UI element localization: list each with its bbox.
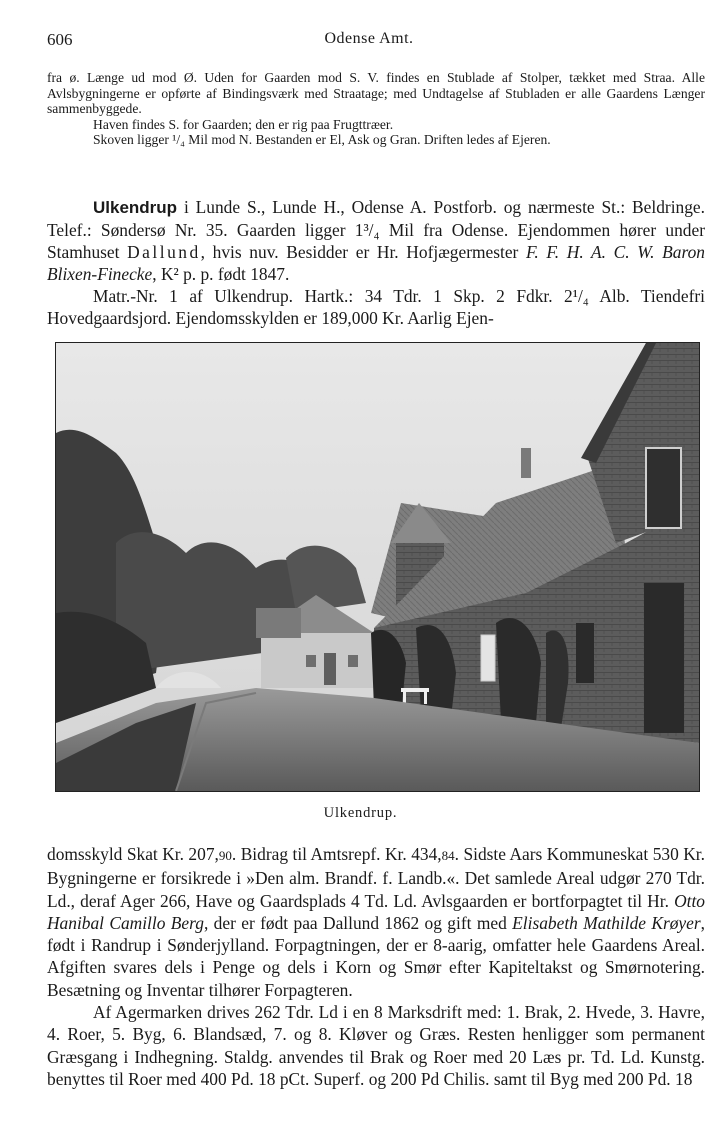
entry-text-b: , hvis nuv. Besidder er Hr. Hofjægermester: [200, 242, 527, 262]
cont-text-b: . Bidrag til Amtsrepf. Kr. 434,: [231, 844, 442, 864]
estate-photograph: [55, 342, 700, 792]
wife-name: Elisabeth Mathilde Krøyer: [512, 912, 701, 933]
photo-illustration: [56, 343, 699, 791]
continuation-paragraph-1: [47, 843, 705, 1001]
cont-text-e: , født i Randrup i Sønderjylland. Forpagtningen, der er 8-aarig, omfatter hele Gaardens Areal. Afgiften svares dels i Penge og dels i Korn og Smør efter Kapiteltakst og Smørnotering. Besætning og Inventar tilhører Forpagteren.: [47, 912, 705, 1000]
entry-text-a: i Lunde S., Lunde H., Odense A. Postforb. og nærmeste St.: Beldringe. Telef.: Søndersø Nr. 35. Gaarden ligger 1³/₄ Mil fra Odense. Ejendommen hører under Stamhuset: [47, 197, 705, 262]
owner-name: F. F. H. A. C. W. Baron Blixen-Finecke: [47, 242, 705, 284]
entry-paragraph-2: Matr.-Nr. 1 af Ulkendrup. Hartk.: 34 Tdr. 1 Skp. 2 Fdkr. 2¹/₄ Alb. Tiendefri Hovedgaardsjord. Ejendomsskylden er 189,000 Kr. Aarlig Ejen-: [47, 286, 705, 328]
previous-entry-garden: Haven findes S. for Gaarden; den er rig paa Frugttræer.: [93, 116, 394, 132]
previous-entry-text: [47, 70, 705, 148]
cont-ore-1: 90: [218, 848, 232, 863]
cont-text-c: . Sidste Aars Kommuneskat 530 Kr. Bygningerne er forsikrede i »Den alm. Brandf. f. Landb.«. Det samlede Areal udgør 270 Tdr. Ld., deraf Ager 266, Have og Gaardsplads 4 Td. Ld. Avlsgaarden er bortforpagtet til Hr.: [47, 844, 705, 911]
cont-ore-2: 84: [441, 848, 455, 863]
ulkendrup-entry: [47, 196, 705, 329]
stamhus-name: Dallund: [127, 242, 201, 262]
cont-text-a: domsskyld Skat Kr. 207,: [47, 844, 219, 864]
cont-text-d: , der er født paa Dallund 1862 og gift med: [203, 912, 513, 933]
entry-paragraph-1: [47, 196, 705, 285]
estate-name: Ulkendrup: [93, 198, 178, 217]
previous-entry-paragraph: fra ø. Længe ud mod Ø. Uden for Gaarden mod S. V. findes en Stublade af Stolper, tækket med Straa. Alle Avlsbygningerne er opførte af Bindingsværk med Straatage; med Undtagelse af Stubladen er alle Gaardens Længer sammenbyggede.: [47, 70, 705, 117]
tenant-name: Otto Hanibal Camillo Berg: [47, 890, 705, 933]
photo-caption: Ulkendrup.: [323, 805, 398, 821]
page-number: 606: [47, 30, 73, 49]
previous-entry-forest: Skoven ligger ¹/₄ Mil mod N. Bestanden er El, Ask og Gran. Driften ledes af Ejeren.: [93, 132, 551, 148]
running-head: Odense Amt.: [324, 30, 414, 47]
continuation-paragraph-2: Af Agermarken drives 262 Tdr. Ld i en 8 Marksdrift med: 1. Brak, 2. Hvede, 3. Havre, 4. Roer, 5. Byg, 6. Blandsæd, 7. og 8. Kløver og Græs. Resten henligger som permanent Græsgang i Indhegning. Staldg. anvendes til Brak og Roer med 20 Læs pr. Td. Ld. Kunstg. benyttes til Roer med 400 Pd. 18 pCt. Superf. og 200 Pd Chilis. samt til Byg med 200 Pd. 18: [47, 1002, 705, 1089]
entry-text-c: , K² p. p. født 1847.: [152, 264, 290, 284]
page-header: [47, 30, 691, 54]
entry-continuation: [47, 843, 705, 1090]
